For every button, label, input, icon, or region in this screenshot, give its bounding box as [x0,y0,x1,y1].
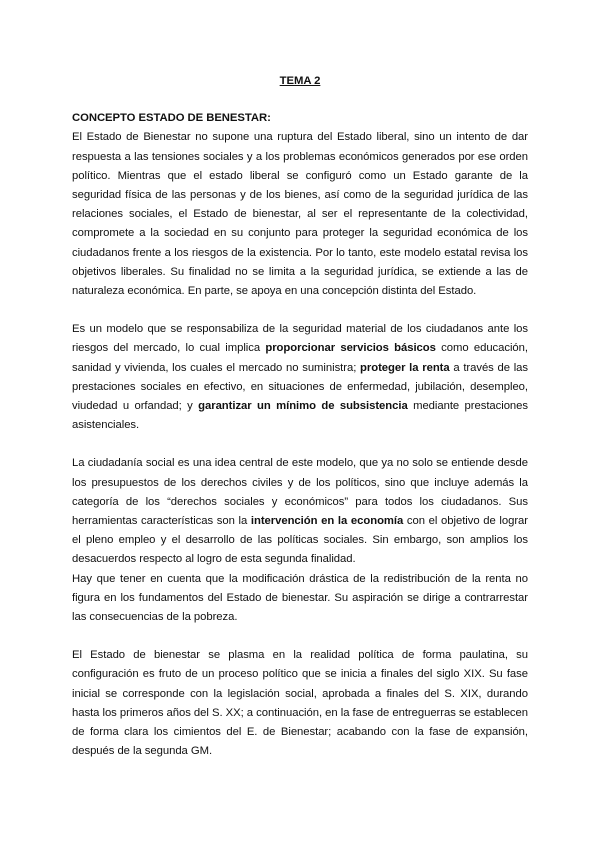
document-content [72,72,528,762]
page-title: TEMA 2 [279,75,321,87]
section-heading: CONCEPTO ESTADO DE BENESTAR: [72,112,271,125]
paragraph-4: Hay que tener en cuenta que la modificación drástica de la redistribución de la renta no figura en los fundamentos del Estado de bienestar. Su aspiración se dirige a contrarrestar las consecuencias de la pobreza. [72,572,528,624]
paragraph-2-bold-3: garantizar un mínimo de subsistencia [198,400,408,413]
paragraph-2-bold-2: proteger la renta [360,361,450,374]
paragraph-5: El Estado de bienestar se plasma en la realidad política de forma paulatina, su configuración es fruto de un proceso político que se inicia a finales del siglo XIX. Su fase inicial se corresponde con la legislación social, aprobada a finales del S. XIX, durando hasta los primeros años del S. XX; a continuación, en la fase de entreguerras se establecen de forma clara los cimientos del E. de Bienestar; acabando con la fase de expansión, después de la segunda GM. [72,649,528,758]
paragraph-3-text-1: La ciudadanía social es una idea central de este modelo, que ya no solo se entiende desde los presupuestos de los derechos civiles y de los políticos, sino que incluye además la categoría de los “derechos sociales y económicos” para todos los ciudadanos. Sus herramientas características son la [72,457,528,528]
paragraph-2-text-3: a través de las prestaciones sociales en efectivo, en situaciones de enfermedad, jubilación, desempleo, viudedad u orfandad; y [72,361,529,413]
paragraph-3 [72,454,528,569]
paragraph-2-text-2: como educación, sanidad y vivienda, los cuales el mercado no suministra; [72,342,528,374]
paragraph-2-text-1: Es un modelo que se responsabiliza de la seguridad material de los ciudadanos ante los riesgos del mercado, lo cual implica [72,323,528,355]
paragraph-3-bold-1: intervención en la economía [250,515,404,528]
paragraph-2-text-4: mediante prestaciones asistenciales. [72,400,528,432]
paragraph-2 [72,320,528,435]
paragraph-3-text-2: con el objetivo de lograr el pleno empleo y el desarrollo de las políticas sociales. Sin embargo, son amplios los desacuerdos respecto al logro de esta segunda finalidad. [72,515,528,566]
paragraph-1: El Estado de Bienestar no supone una ruptura del Estado liberal, sino un intento de dar respuesta a las tensiones sociales y a los problemas económicos generados por ese orden político. Mientras que el estado liberal se configuró como un Estado garante de la seguridad física de las personas y de los bienes, así como de la seguridad jurídica de las relaciones sociales, el Estado de bienestar, al ser el representante de la colectividad, compromete a la sociedad en su conjunto para proteger la seguridad económica de los ciudadanos frente a los riesgos de la existencia. Por lo tanto, este modelo estatal revisa los objetivos liberales. Su finalidad no se limita a la seguridad jurídica, se extiende a las de naturaleza económica. En parte, se apoya en una concepción distinta del Estado. [72,131,528,298]
paragraph-2-bold-1: proporcionar servicios básicos [265,342,436,355]
